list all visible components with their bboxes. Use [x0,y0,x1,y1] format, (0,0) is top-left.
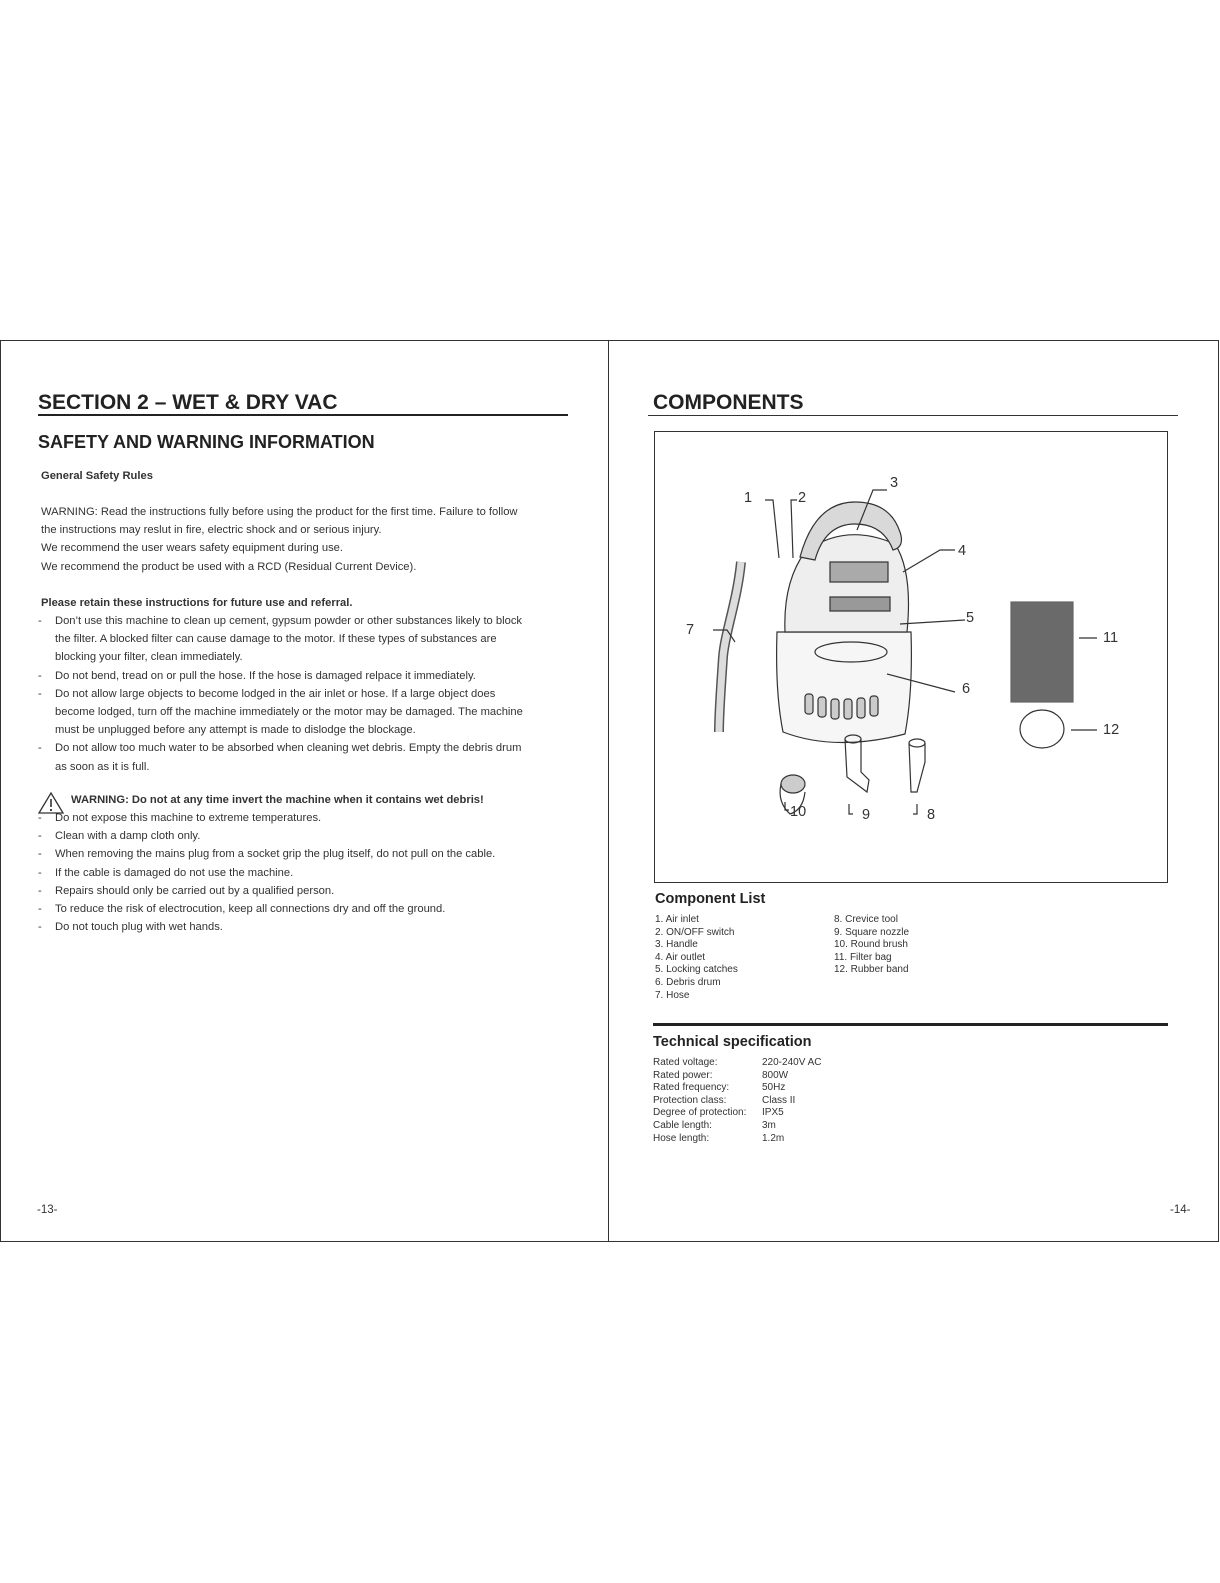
spec-label: Rated frequency: [653,1082,730,1094]
list-item [38,685,578,740]
callout-9: 9 [862,807,871,823]
paragraph-line: We recommend the user wears safety equipment during use. [41,542,344,555]
bullet-dash: - [38,866,42,879]
page-number-right: -14- [1170,1204,1191,1216]
safety-subtitle: SAFETY AND WARNING INFORMATION [38,432,375,452]
bullet-dash: - [38,669,42,682]
bullet-dash: - [38,812,42,824]
spec-label: Cable length: [653,1119,712,1131]
page-number-left: -13- [37,1204,58,1216]
callout-11: 11 [1103,630,1119,646]
list-item: 3. Handle [655,939,698,951]
section-title: SECTION 2 – WET & DRY VAC [38,391,338,414]
spec-row [653,1095,822,1108]
component-list-col1 [655,914,738,1002]
callout-12: 12 [1103,722,1120,738]
list-item [38,809,578,827]
warning-paragraph [41,503,518,576]
invert-warning: WARNING: Do not at any time invert the machine when it contains wet debris! [71,794,484,806]
component-list-col2 [834,914,909,977]
list-item [38,864,578,882]
list-item-line: When removing the mains plug from a socket grip the plug itself, do not pull on the cable. [55,848,496,861]
list-item-line: Do not bend, tread on or pull the hose. If the hose is damaged relpace it immediately. [55,669,476,682]
paragraph-line: WARNING: Read the instructions fully before using the product for the first time. Failure to follow [41,506,518,518]
list-item-line: If the cable is damaged do not use the machine. [55,866,294,879]
spec-row [653,1107,822,1120]
paragraph-line: the instructions may reslut in fire, electric shock and or serious injury. [41,524,382,537]
spec-row [653,1082,822,1095]
components-diagram [654,431,1168,883]
spec-label: Protection class: [653,1094,727,1106]
callout-1: 1 [744,490,753,506]
bullet-dash: - [38,848,42,861]
spec-value: 50Hz [762,1082,786,1094]
list-item [38,918,578,936]
bullet-dash: - [38,742,42,755]
list-item: 5. Locking catches [655,964,738,976]
callout-3: 3 [890,475,899,491]
spec-value: 3m [762,1119,776,1131]
section-rule [653,1023,1168,1026]
list-item-line: Repairs should only be carried out by a qualified person. [55,884,335,897]
general-safety-heading: General Safety Rules [41,470,153,482]
bullet-list-a [38,612,578,776]
spec-value: 220-240V AC [762,1057,822,1068]
list-item [38,845,578,863]
list-item-line: must be unplugged before any attempt is made to dislodge the blockage. [55,724,416,737]
list-item-line: as soon as it is full. [55,760,150,773]
spec-label: Rated power: [653,1069,713,1081]
list-item [38,667,578,685]
list-item-line: Do not touch plug with wet hands. [55,921,223,934]
page-divider [608,340,609,1242]
spec-table [653,1057,822,1145]
list-item: 10. Round brush [834,939,908,951]
bullet-dash: - [38,884,42,897]
spec-value: 800W [762,1069,789,1081]
bullet-dash: - [38,615,42,627]
components-title-rule [648,415,1178,416]
list-item: 8. Crevice tool [834,914,898,925]
list-item: 11. Filter bag [834,951,892,963]
list-item [38,900,578,918]
spec-value: IPX5 [762,1107,784,1119]
list-item-line: To reduce the risk of electrocution, keep all connections dry and off the ground. [55,903,446,916]
list-item: 2. ON/OFF switch [655,926,735,938]
callout-7: 7 [686,622,695,638]
components-title: COMPONENTS [653,391,804,414]
list-item [38,882,578,900]
callout-2: 2 [798,490,807,506]
bullet-list-b [38,809,578,936]
spec-label: Rated voltage: [653,1057,718,1068]
list-item-line: the filter. A blocked filter can cause damage to the motor. If these types of substances are [55,633,497,646]
callout-6: 6 [962,681,971,697]
bullet-dash: - [38,921,42,934]
spec-label: Hose length: [653,1132,710,1144]
list-item: 9. Square nozzle [834,926,910,938]
spec-value: Class II [762,1094,796,1106]
spec-value: 1.2m [762,1132,785,1144]
component-list-heading: Component List [655,891,766,907]
list-item: 12. Rubber band [834,964,909,976]
spec-row [653,1120,822,1133]
bullet-dash: - [38,903,42,916]
list-item: 1. Air inlet [655,914,699,925]
callout-10: 10 [790,804,807,820]
list-item-line: become lodged, turn off the machine immediately or the motor may be damaged. The machine [55,706,523,719]
list-item: 7. Hose [655,989,690,1001]
list-item [38,612,578,667]
spec-row [653,1070,822,1083]
list-item-line: Clean with a damp cloth only. [55,830,201,843]
list-item: 4. Air outlet [655,951,706,963]
section-title-rule [38,414,568,416]
retain-instructions-heading: Please retain these instructions for future use and referral. [41,597,353,609]
list-item-line: blocking your filter, clean immediately. [55,651,243,664]
list-item-line: Do not allow too much water to be absorbed when cleaning wet debris. Empty the debris drum [55,742,522,755]
spec-row [653,1133,822,1146]
bullet-dash: - [38,830,42,843]
list-item-line: Do not allow large objects to become lodged in the air inlet or hose. If a large object does [55,687,496,700]
spec-row [653,1057,822,1070]
list-item-line: Do not expose this machine to extreme temperatures. [55,812,322,824]
list-item-line: Don’t use this machine to clean up cement, gypsum powder or other substances likely to block [55,615,523,627]
list-item [38,739,578,775]
technical-spec-heading: Technical specification [653,1034,812,1050]
callout-8: 8 [927,807,936,823]
callout-4: 4 [958,543,967,559]
bullet-dash: - [38,687,42,700]
paragraph-line: We recommend the product be used with a RCD (Residual Current Device). [41,560,417,573]
vacuum-illustration [655,432,1167,882]
list-item [38,827,578,845]
callout-5: 5 [966,610,975,626]
list-item: 6. Debris drum [655,976,721,988]
spec-label: Degree of protection: [653,1107,747,1119]
